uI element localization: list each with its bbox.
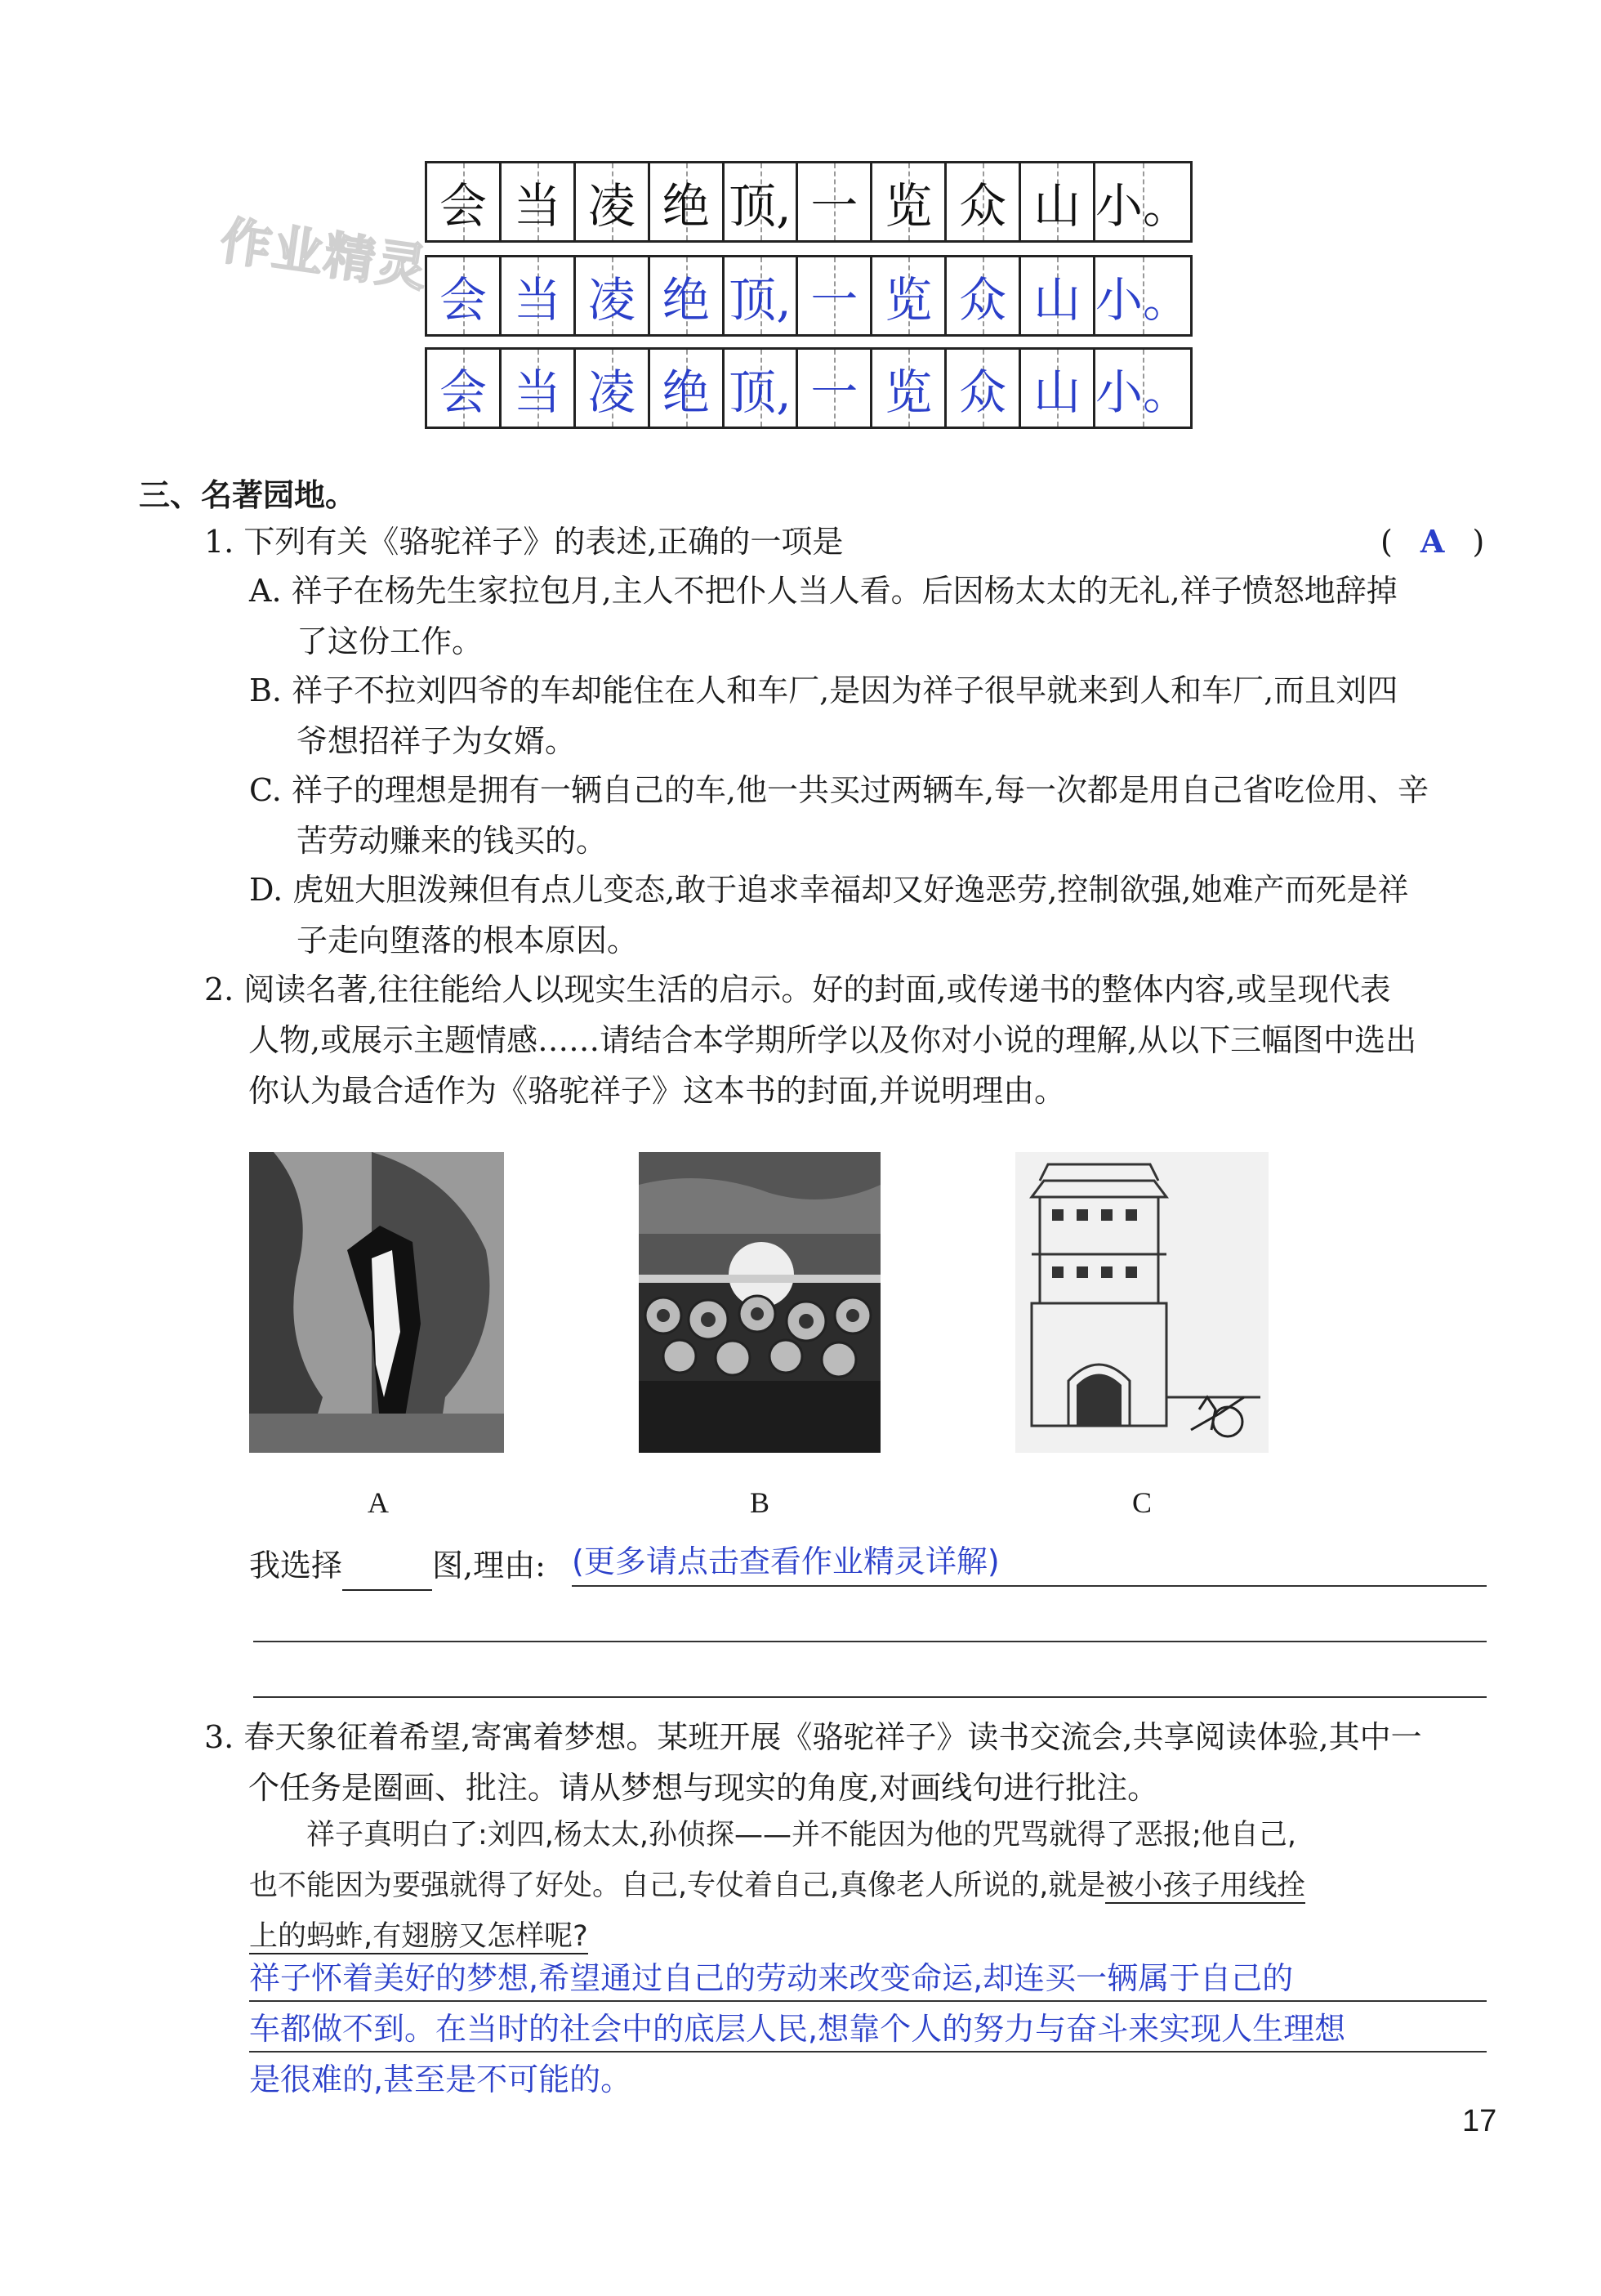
grid-cell	[576, 350, 650, 427]
grid-char: 览	[885, 178, 933, 234]
q1-option-d	[249, 864, 1409, 966]
grid-cell	[798, 257, 872, 334]
grid-char: 览	[885, 364, 933, 420]
passage-line	[249, 1860, 1305, 1911]
grid-cell	[576, 163, 650, 240]
q3-line: 3. 春天象征着希望,寄寓着梦想。某班开展《骆驼祥子》读书交流会,共享阅读体验,其中一	[204, 1719, 1422, 1755]
q1-option-a	[249, 565, 1398, 667]
image-label-c: C	[1132, 1486, 1153, 1519]
grid-cell	[502, 350, 576, 427]
paren-open: (	[1380, 524, 1393, 560]
passage-segment: 也不能因为要强就得了好处。自己,专仗着自己,真像老人所说的,就是	[249, 1869, 1106, 1902]
cover-image-c	[1015, 1152, 1269, 1453]
option-line: 苦劳动赚来的钱买的。	[297, 823, 608, 859]
q2-answer[interactable]: (更多请点击查看作业精灵详解)	[572, 1543, 1000, 1579]
grid-char: 会	[439, 178, 487, 234]
grid-char: 山	[1033, 272, 1081, 328]
grid-cell	[947, 257, 1021, 334]
answer-line-text: 祥子怀着美好的梦想,希望通过自己的劳动来改变命运,却连买一辆属于自己的	[249, 1960, 1294, 1996]
grid-char: 绝	[662, 364, 710, 420]
q2-line: 你认为最合适作为《骆驼祥子》这本书的封面,并说明理由。	[248, 1073, 1066, 1109]
page-number: 17	[1462, 2104, 1497, 2138]
grid-char: 览	[885, 272, 933, 328]
option-line: 子走向堕落的根本原因。	[297, 922, 639, 958]
option-line: D. 虎妞大胆泼辣但有点儿变态,敢于追求幸福却又好逸恶劳,控制欲强,她难产而死是祥	[249, 872, 1409, 908]
grid-char: 山	[1033, 178, 1081, 234]
answer-line	[253, 1641, 1487, 1642]
grid-cell	[1095, 350, 1190, 427]
q1-answer: A	[1420, 523, 1445, 560]
paren-close: )	[1472, 524, 1485, 560]
grid-char: 凌	[587, 272, 635, 328]
grid-cell	[427, 257, 502, 334]
q2-line: 人物,或展示主题情感……请结合本学期所学以及你对小说的理解,从以下三幅图中选出	[248, 1022, 1417, 1058]
grid-char: 一	[810, 178, 858, 234]
grid-char: 顶,	[729, 364, 792, 420]
grid-cell	[725, 350, 799, 427]
choose-suffix: 图,理由:	[432, 1548, 546, 1584]
choose-prefix: 我选择	[249, 1548, 343, 1584]
answer-line	[249, 2000, 1487, 2002]
section-heading: 三、名著园地。	[139, 477, 357, 513]
grid-cell	[872, 163, 947, 240]
underlined-segment: 上的蚂蚱,有翅膀又怎样呢?	[249, 1920, 588, 1953]
grid-cell	[650, 350, 725, 427]
grid-char: 一	[810, 364, 858, 420]
calligraphy-row-printed	[425, 161, 1193, 243]
grid-char: 众	[959, 364, 1007, 420]
calligraphy-row-answer-2	[425, 347, 1193, 429]
grid-cell	[1095, 163, 1190, 240]
calligraphy-row-answer-1	[425, 255, 1193, 337]
q1-option-c	[249, 765, 1429, 866]
grid-char: 众	[959, 272, 1007, 328]
option-line: B. 祥子不拉刘四爷的车却能住在人和车厂,是因为祥子很早就来到人和车厂,而且刘四	[249, 672, 1398, 708]
watermark-top: 作业精灵	[216, 210, 433, 299]
option-line: 了这份工作。	[297, 623, 484, 659]
passage-line: 祥子真明白了:刘四,杨太太,孙侦探——并不能因为他的咒骂就得了恶报;他自己,	[306, 1819, 1296, 1852]
grid-cell	[947, 350, 1021, 427]
grid-cell	[427, 163, 502, 240]
underlined-segment: 被小孩子用线拴	[1105, 1869, 1306, 1902]
image-label-a: A	[368, 1486, 389, 1519]
grid-char: 顶,	[729, 178, 792, 234]
q2-line: 2. 阅读名著,往往能给人以现实生活的启示。好的封面,或传递书的整体内容,或呈现代表	[204, 972, 1391, 1007]
q3-answer[interactable]	[249, 1953, 1345, 2105]
q1-answer-paren	[1380, 516, 1484, 567]
grid-char: 一	[810, 272, 858, 328]
option-line: 爷想招祥子为女婿。	[297, 723, 577, 759]
grid-char: 会	[439, 364, 487, 420]
grid-cell	[1021, 257, 1095, 334]
answer-line-text: 车都做不到。在当时的社会中的底层人民,想靠个人的努力与奋斗来实现人生理想	[249, 2011, 1346, 2047]
q3-passage	[249, 1810, 1305, 1962]
grid-char: 当	[513, 272, 561, 328]
grid-cell	[798, 163, 872, 240]
q1-stem: 1. 下列有关《骆驼祥子》的表述,正确的一项是	[204, 524, 844, 560]
grid-cell	[502, 163, 576, 240]
grid-char: 顶,	[729, 272, 792, 328]
grid-cell	[650, 163, 725, 240]
grid-cell	[1095, 257, 1190, 334]
grid-cell	[1021, 163, 1095, 240]
q3-line: 个任务是圈画、批注。请从梦想与现实的角度,对画线句进行批注。	[248, 1770, 1159, 1806]
grid-char: 众	[959, 178, 1007, 234]
grid-cell	[1021, 350, 1095, 427]
grid-cell	[576, 257, 650, 334]
grid-char: 小。	[1095, 178, 1191, 234]
cover-image-b	[639, 1152, 881, 1453]
grid-char: 会	[439, 272, 487, 328]
option-line: C. 祥子的理想是拥有一辆自己的车,他一共买过两辆车,每一次都是用自己省吃俭用、辛	[249, 772, 1429, 808]
grid-char: 小。	[1095, 364, 1191, 420]
grid-char: 小。	[1095, 272, 1191, 328]
q2-choose-line	[249, 1540, 546, 1591]
answer-line-text: 是很难的,甚至是不可能的。	[249, 2061, 632, 2097]
grid-cell	[872, 257, 947, 334]
grid-char: 山	[1033, 364, 1081, 420]
grid-cell	[872, 350, 947, 427]
grid-cell	[427, 350, 502, 427]
answer-line	[253, 1696, 1487, 1698]
image-label-b: B	[750, 1486, 770, 1519]
answer-line	[249, 2051, 1487, 2053]
grid-cell	[502, 257, 576, 334]
q2-text	[204, 964, 1416, 1116]
grid-cell	[798, 350, 872, 427]
grid-char: 当	[513, 178, 561, 234]
grid-char: 绝	[662, 272, 710, 328]
grid-char: 凌	[587, 178, 635, 234]
grid-char: 凌	[587, 364, 635, 420]
cover-image-a	[249, 1152, 504, 1453]
grid-cell	[725, 163, 799, 240]
grid-cell	[725, 257, 799, 334]
grid-cell	[650, 257, 725, 334]
q3-text	[204, 1712, 1422, 1813]
grid-char: 当	[513, 364, 561, 420]
grid-char: 绝	[662, 178, 710, 234]
grid-cell	[947, 163, 1021, 240]
choice-blank[interactable]	[342, 1557, 432, 1591]
option-line: A. 祥子在杨先生家拉包月,主人不把仆人当人看。后因杨太太的无礼,祥子愤怒地辞掉	[249, 573, 1398, 609]
q1-option-b	[249, 665, 1398, 766]
answer-line	[572, 1585, 1487, 1587]
